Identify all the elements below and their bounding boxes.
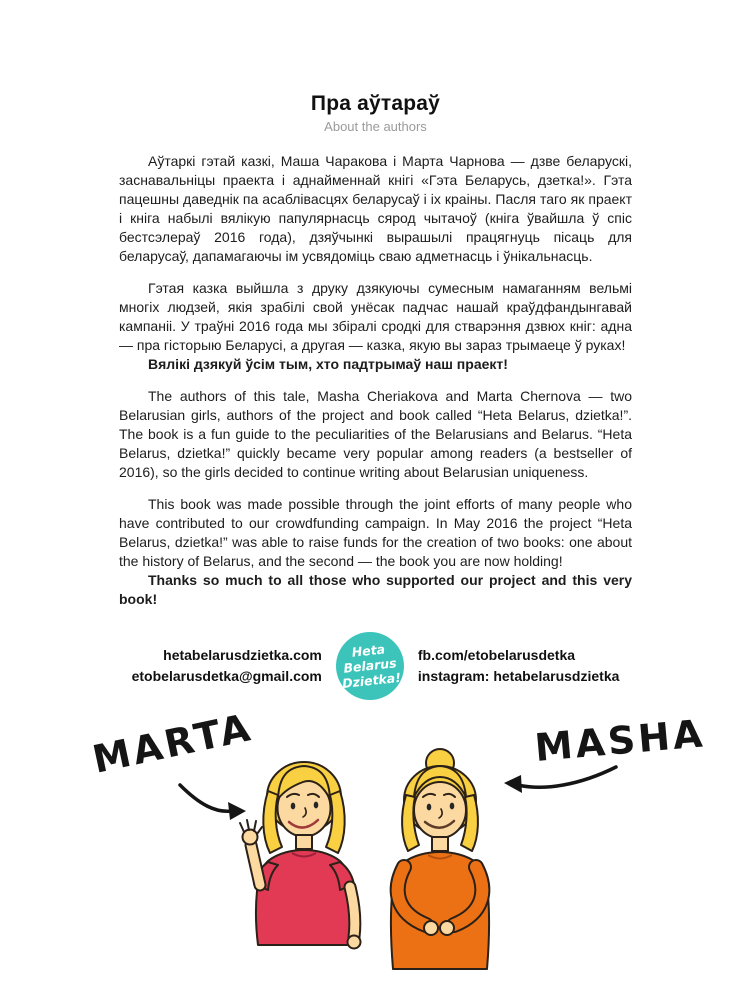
paragraph-english-2: This book was made possible through the joint efforts of many people who have contributed to our crowdfunding campaign. In May 2016 the project “Heta Belarus, dzietka!” was able to raise funds for the creation of two books: one about the history of Belarus, and the second — the book you are now holding! [119,496,632,569]
marta-handwritten-label: MARTA [88,705,257,782]
marta-arrow-icon [180,785,246,820]
masha-hands [424,921,438,935]
heta-belarus-dzietka-badge [335,631,405,701]
contacts-right-column [418,645,620,687]
paragraph-english-1: The authors of this tale, Masha Cheriakova and Marta Chernova — two Belarusian girls, authors of the project and book called “Heta Belarus, dzietka!”. The book is a fun guide to the peculiarities of the Belarusians and Belarus. “Heta Belarus, dzietka!” quickly became very popular among readers (a bestseller of 2016), so the girls decided to continue writing about Belarusian uniqueness. [119,388,632,480]
masha-arrow-icon [504,767,616,793]
instagram-text: instagram: hetabelarusdzietka [417,668,620,684]
contacts-row [0,631,751,701]
website-text: hetabelarusdzietka.com [163,647,322,663]
badge-line-3: Dzietka! [341,669,402,691]
page-subtitle: About the authors [324,119,427,134]
masha-figure [391,749,489,969]
badge-line-1: Heta [350,641,386,660]
thanks-line-english: Thanks so much to all those who supported our project and this very book! [119,572,632,607]
email-text: etobelarusdetka@gmail.com [131,668,322,684]
badge-line-2: Belarus [342,655,398,676]
thanks-line-belarusian: Вялікі дзякуй ўсім тым, хто падтрымаў наш праект! [148,356,508,372]
facebook-text: fb.com/etobelarusdetka [417,647,576,663]
masha-handwritten-label: MASHA [532,711,707,770]
body-text [119,152,632,609]
contacts-left-column [132,645,322,687]
paragraph-belarusian-2: Гэтая казка выйшла з друку дзякуючы сумесным намаганням вельмі многіх людзей, якія зрабілі свой унёсак падчас нашай краўдфандынгавай кампаніі. У траўні 2016 года мы збіралі сродкі для стварэння дзвюх кніг: адна — пра гісторыю Беларусі, а другая — казка, якую вы зараз трымаеце ў руках! [119,280,632,353]
page-header [0,0,751,134]
authors-cartoon-illustration [0,705,751,1001]
paragraph-belarusian-1: Аўтаркі гэтай казкі, Маша Чаракова і Марта Чарнова — дзве беларускі, заснавальніцы праекта і аднайменнай кнігі «Гэта Беларусь, дзетка!». Гэта пацешны даведнік па асаблівасцях беларусаў і іх краіны. Пасля таго як праект і кніга набылі вялікую папулярнасць сярод чытачоў (кніга ўвайшла ў спіс бестсэлераў 2016 года), дзяўчынкі вырашылі працягнуць пісаць для беларусаў, дапамагаючы ім усвядоміць сваю адметнасць і ўнікальнасць. [119,153,632,264]
page-title: Пра аўтараў [310,92,441,115]
marta-figure [240,762,361,949]
masha-face [414,782,466,838]
